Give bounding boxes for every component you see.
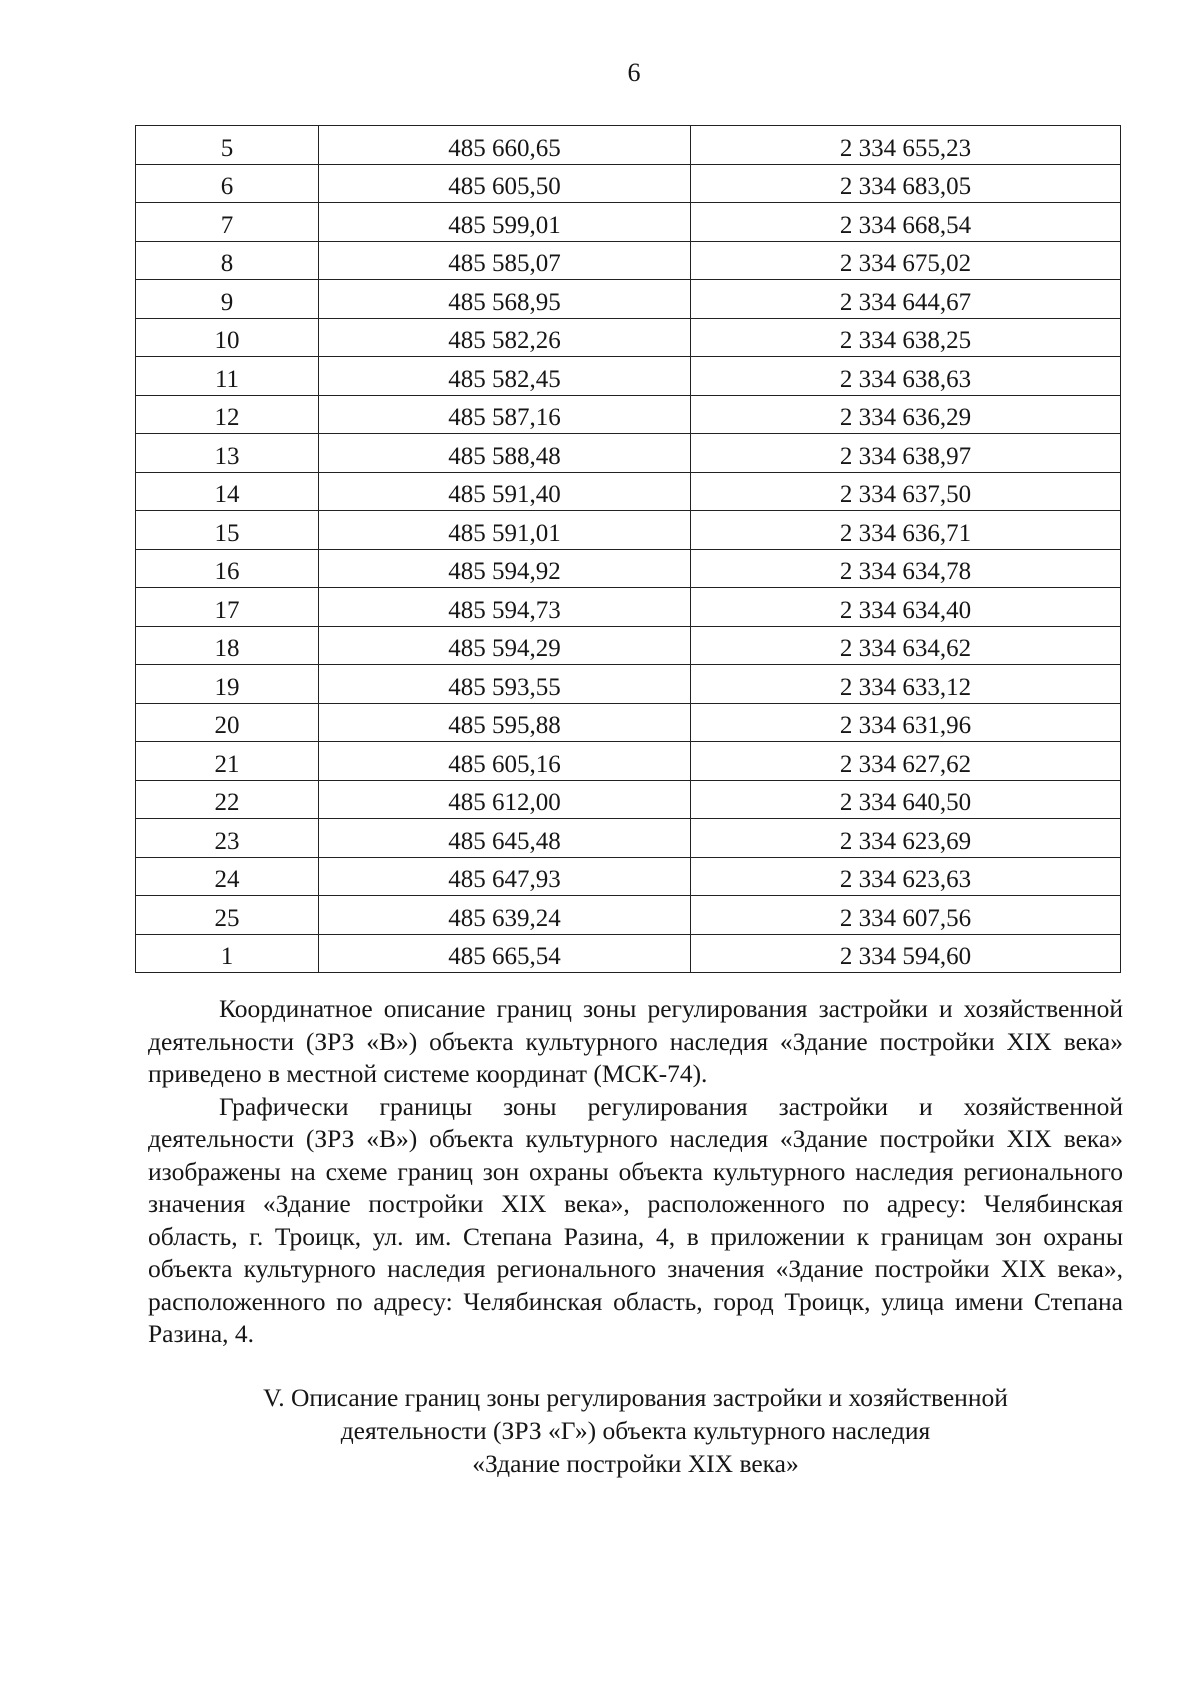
- y-coordinate-cell: 2 334 623,63: [691, 857, 1121, 896]
- y-coordinate-cell: 2 334 683,05: [691, 164, 1121, 203]
- x-coordinate-cell: 485 647,93: [319, 857, 691, 896]
- y-coordinate-cell: 2 334 627,62: [691, 742, 1121, 781]
- graphic-description-paragraph: Графически границы зоны регулирования застройки и хозяйственной деятельности (ЗРЗ «В») объекта культурного наследия «Здание постройки XIX века» изображены на схеме границ зон охраны объекта культурного наследия регионального значения «Здание постройки XIX века», расположенного по адресу: Челябинская область, г. Троицк, ул. им. Степана Разина, 4, в приложении к границам зон охраны объекта культурного наследия регионального значения «Здание постройки XIX века», расположенного по адресу: Челябинская область, город Троицк, улица имени Степана Разина, 4.: [148, 1091, 1123, 1348]
- table-row: [136, 819, 1121, 858]
- x-coordinate-cell: 485 568,95: [319, 280, 691, 319]
- x-coordinate-cell: 485 612,00: [319, 780, 691, 819]
- point-number-cell: 19: [136, 665, 319, 704]
- table-row: [136, 472, 1121, 511]
- table-row: [136, 280, 1121, 319]
- table-row: [136, 164, 1121, 203]
- y-coordinate-cell: 2 334 640,50: [691, 780, 1121, 819]
- table-row: [136, 665, 1121, 704]
- y-coordinate-cell: 2 334 634,62: [691, 626, 1121, 665]
- x-coordinate-cell: 485 585,07: [319, 241, 691, 280]
- point-number-cell: 22: [136, 780, 319, 819]
- point-number-cell: 16: [136, 549, 319, 588]
- x-coordinate-cell: 485 660,65: [319, 126, 691, 165]
- point-number-cell: 18: [136, 626, 319, 665]
- point-number-cell: 8: [136, 241, 319, 280]
- body-text: [148, 993, 1123, 1351]
- x-coordinate-cell: 485 591,40: [319, 472, 691, 511]
- x-coordinate-cell: 485 605,50: [319, 164, 691, 203]
- x-coordinate-cell: 485 639,24: [319, 896, 691, 935]
- x-coordinate-cell: 485 605,16: [319, 742, 691, 781]
- x-coordinate-cell: 485 595,88: [319, 703, 691, 742]
- point-number-cell: 6: [136, 164, 319, 203]
- table-row: [136, 395, 1121, 434]
- section-heading-line: деятельности (ЗРЗ «Г») объекта культурного наследия: [340, 1416, 931, 1445]
- table-row: [136, 434, 1121, 473]
- table-row: [136, 511, 1121, 550]
- y-coordinate-cell: 2 334 631,96: [691, 703, 1121, 742]
- table-row: [136, 588, 1121, 627]
- point-number-cell: 13: [136, 434, 319, 473]
- x-coordinate-cell: 485 593,55: [319, 665, 691, 704]
- point-number-cell: 14: [136, 472, 319, 511]
- y-coordinate-cell: 2 334 607,56: [691, 896, 1121, 935]
- y-coordinate-cell: 2 334 623,69: [691, 819, 1121, 858]
- page-number: 6: [627, 58, 641, 87]
- point-number-cell: 10: [136, 318, 319, 357]
- point-number-cell: 23: [136, 819, 319, 858]
- table-row: [136, 934, 1121, 973]
- y-coordinate-cell: 2 334 637,50: [691, 472, 1121, 511]
- x-coordinate-cell: 485 665,54: [319, 934, 691, 973]
- x-coordinate-cell: 485 582,45: [319, 357, 691, 396]
- point-number-cell: 20: [136, 703, 319, 742]
- point-number-cell: 15: [136, 511, 319, 550]
- point-number-cell: 9: [136, 280, 319, 319]
- section-heading: [148, 1381, 1123, 1480]
- coordinate-description-paragraph: Координатное описание границ зоны регулирования застройки и хозяйственной деятельности (ЗРЗ «В») объекта культурного наследия «Здание постройки XIX века» приведено в местной системе координат (МСК-74).: [148, 994, 1123, 1088]
- table-row: [136, 357, 1121, 396]
- point-number-cell: 5: [136, 126, 319, 165]
- point-number-cell: 1: [136, 934, 319, 973]
- y-coordinate-cell: 2 334 644,67: [691, 280, 1121, 319]
- table-row: [136, 780, 1121, 819]
- point-number-cell: 7: [136, 203, 319, 242]
- y-coordinate-cell: 2 334 633,12: [691, 665, 1121, 704]
- x-coordinate-cell: 485 591,01: [319, 511, 691, 550]
- x-coordinate-cell: 485 594,29: [319, 626, 691, 665]
- table-row: [136, 703, 1121, 742]
- y-coordinate-cell: 2 334 636,71: [691, 511, 1121, 550]
- y-coordinate-cell: 2 334 594,60: [691, 934, 1121, 973]
- table-row: [136, 203, 1121, 242]
- table-row: [136, 318, 1121, 357]
- y-coordinate-cell: 2 334 668,54: [691, 203, 1121, 242]
- y-coordinate-cell: 2 334 634,78: [691, 549, 1121, 588]
- x-coordinate-cell: 485 599,01: [319, 203, 691, 242]
- x-coordinate-cell: 485 582,26: [319, 318, 691, 357]
- table-row: [136, 857, 1121, 896]
- x-coordinate-cell: 485 594,92: [319, 549, 691, 588]
- table-row: [136, 241, 1121, 280]
- table-row: [136, 742, 1121, 781]
- y-coordinate-cell: 2 334 638,25: [691, 318, 1121, 357]
- y-coordinate-cell: 2 334 634,40: [691, 588, 1121, 627]
- y-coordinate-cell: 2 334 638,63: [691, 357, 1121, 396]
- point-number-cell: 25: [136, 896, 319, 935]
- point-number-cell: 17: [136, 588, 319, 627]
- table-row: [136, 896, 1121, 935]
- point-number-cell: 21: [136, 742, 319, 781]
- x-coordinate-cell: 485 588,48: [319, 434, 691, 473]
- y-coordinate-cell: 2 334 655,23: [691, 126, 1121, 165]
- table-row: [136, 549, 1121, 588]
- coordinate-table-body: [136, 126, 1121, 973]
- section-heading-line: V. Описание границ зоны регулирования застройки и хозяйственной: [263, 1383, 1008, 1412]
- x-coordinate-cell: 485 594,73: [319, 588, 691, 627]
- x-coordinate-cell: 485 587,16: [319, 395, 691, 434]
- point-number-cell: 11: [136, 357, 319, 396]
- table-row: [136, 126, 1121, 165]
- point-number-cell: 24: [136, 857, 319, 896]
- y-coordinate-cell: 2 334 638,97: [691, 434, 1121, 473]
- y-coordinate-cell: 2 334 636,29: [691, 395, 1121, 434]
- point-number-cell: 12: [136, 395, 319, 434]
- x-coordinate-cell: 485 645,48: [319, 819, 691, 858]
- y-coordinate-cell: 2 334 675,02: [691, 241, 1121, 280]
- section-heading-line: «Здание постройки XIX века»: [472, 1449, 799, 1478]
- table-row: [136, 626, 1121, 665]
- coordinate-table: [135, 125, 1121, 973]
